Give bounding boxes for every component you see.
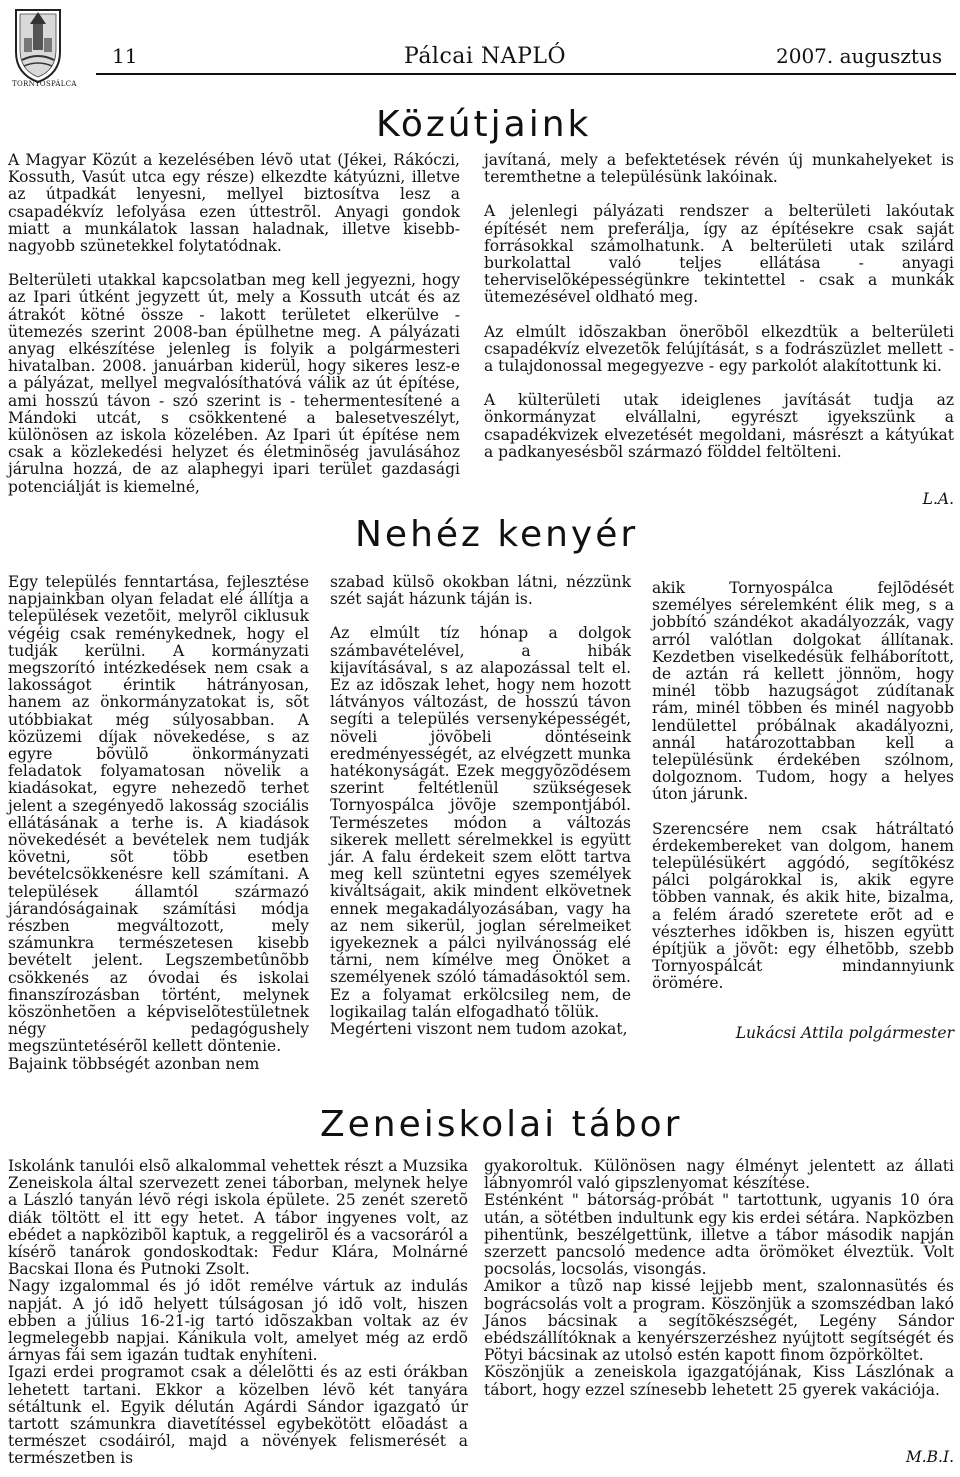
newspaper-title: Pálcai NAPLÓ xyxy=(404,44,567,69)
village-crest-icon xyxy=(6,2,70,90)
paragraph: szabad külsõ okokban látni, nézzünk szét saját házunk táján is. xyxy=(330,573,631,609)
article2-column-3 xyxy=(652,580,954,1010)
crest-label: TORNYOSPÁLCA xyxy=(12,80,77,88)
article1-right-column xyxy=(484,152,954,478)
paragraph: Belterületi utakkal kapcsolatban meg kell jegyezni, hogy az Ipari útként jegyzett út, mely a Kossuth utcát és az átrakót kötné össze - lakott területet elkerülve - ütemezés szerint 2008-ban épülhetne meg. A pályázati anyag elkészítése jelenleg is folyik a polgármesteri hivatalban. 2008. januárban kiderül, hogy sikeres lesz-e a pályázat, mellyel megvalósíthatóvá válik az út építése, ami hosszú távon - szó szerint is - tehermentesítené a Mándoki utcát, s csökkentené a balesetveszélyt, különösen az iskola közelében. Az Ipari út építése nem csak a közlekedési helyzet és életminõség javulásához járulna hozzá, de az alaphegyi ipari terület gazdasági potenciálját is kiemelné, xyxy=(8,271,460,496)
article3-left-column xyxy=(8,1158,468,1468)
article1-signature: L.A. xyxy=(922,490,954,508)
article2-column-2 xyxy=(330,574,631,1038)
article3-right-column xyxy=(484,1158,954,1399)
article2-signature: Lukácsi Attila polgármester xyxy=(735,1024,954,1042)
paragraph: Az elmúlt tíz hónap a dolgok számbavételével, a hibák kijavításával, s az alapozással telt el. Ez az idõszak lehet, hogy nem hozott látványos változást, de hosszú távon segíti a település versenyképességét, növeli jövõbeli döntéseink eredményességét, az elvégzett munka hatékonyságát. Ezek meggyõzõdésem szerint feltétlenül szükségesek Tornyospálca jövõje szempontjából. Természetes módon a változás sikerek mellett sérelmekkel is együtt jár. A falu érdekeit szem elõtt tartva meg kell szüntetni egyes személyek kiváltságait, akik mindent elkövetnek ennek megakadályozásában, vagy ha az nem sikerül, joglan sérelmeiket igyekeznek a pálci nyilvánosság elé tárni, nem kímélve meg Önöket a személyenek szóló támadásoktól sem. Ez a folyamat erkölcsileg nem, de logikailag talán elfogadható tõlük. xyxy=(330,624,631,1021)
article-title-zeneiskolai-tabor: Zeneiskolai tábor xyxy=(320,1104,683,1145)
article-title-nehez-kenyer: Nehéz kenyér xyxy=(355,514,639,555)
paragraph: Igazi erdei programot csak a délelõtti és az esti órákban lehetett tartani. Ekkor a közelben lévõ két tanyára sétáltunk el. Egyik délután Agárdi Sándor igazgató úr tartott számunkra diavetítéssel egybekötött elõadást a természet csodáiról, majd a növények felismerését a természetben is xyxy=(8,1363,468,1468)
issue-date: 2007. augusztus xyxy=(776,44,943,68)
paragraph: Bajaink többségét azonban nem xyxy=(8,1054,260,1073)
paragraph: Az elmúlt idõszakban önerõbõl elkezdtük a belterületi csapadékvíz elvezetõk felújítását, s a fodrászüzlet mellett - a tulajdonossal megegyezve - egy parkolót alakítottunk ki. xyxy=(484,322,954,376)
paragraph: Megérteni viszont nem tudom azokat, xyxy=(330,1020,628,1039)
header-divider xyxy=(96,73,956,75)
paragraph: Nagy izgalommal és jó idõt remélve vártuk az indulás napját. A jó idõ helyett túlságosan jó idõ volt, hiszen ebben a július 16-21-ig tartó idõszakban voltak az év legmelegebb napjai. Kánikula volt, amelyet még az erdõ árnyas fái sem igazán tudtak enyhíteni. xyxy=(8,1277,468,1365)
paragraph: Köszönjük a zeneiskola igazgatójának, Kiss Lászlónak a tábort, hogy ezzel színesebb lehetett 25 gyerek vakációja. xyxy=(484,1363,954,1399)
article1-left-column xyxy=(8,152,460,496)
paragraph: gyakoroltuk. Különösen nagy élményt jelentett az állati lábnyomról való gipszlenyomat készítése. xyxy=(484,1157,954,1193)
article2-column-1 xyxy=(8,574,309,1073)
paragraph: Iskolánk tanulói elsõ alkalommal vehettek részt a Muzsika Zeneiskola által szervezett zenei táborban, melynek helye a László tanyán lévõ régi iskola épülete. 25 zenét szeretõ diák töltött el itt egy hetet. A tábor ingyenes volt, az ebédet a napközibõl kaptuk, a reggelirõl és a vacsoráról a kísérõ tanárok gondoskodtak: Fedur Klára, Molnárné Bacskai Ilona és Putnoki Zsolt. xyxy=(8,1157,468,1279)
paragraph: Egy település fenntartása, fejlesztése napjainkban olyan feladat elé állítja a települések vezetõit, melyrõl ciklusuk végéig csak reménykednek, hogy el tudják kerülni. A kormányzati megszorító intézkedések nem csak a lakosságot érintik hátrányosan, hanem az önkormányzatokat is, sõt utóbbiakat még súlyosabban. A közüzemi díjak növekedése, s az egyre bõvülõ önkormányzati feladatok folyamatosan növelik a kiadásokat, egyre nehezedõ terhet jelent a szegényedõ lakosság szociális ellátásának a terhe is. A kiadások növekedését a bevételek nem tudják követni, sõt több esetben bevételcsökkenésre kell számítani. A települések államtól származó járandóságainak számítási módja részben megváltozott, mely számunkra természetesen kisebb bevételt jelent. Legszembetûnõbb csökkenés az óvodai és iskolai finanszírozásban történt, melynek köszönhetõen a képviselõtestületnek négy pedagógushely megszüntetésérõl kellett döntenie. xyxy=(8,573,309,1056)
paragraph: javítaná, mely a befektetések révén új munkahelyeket is teremthetne a településünk lakóinak. xyxy=(484,151,954,187)
paragraph: akik Tornyospálca fejlõdését személyes sérelemként élik meg, s a jobbító szándékot akadályozzák, vagy arról valótlan dolgokat állítanak. Kezdetben viselkedésük felháborított, de aztán rá kellett jönnöm, hogy minél több hazugságot zúdítanak rám, minél többen és minél nagyobb lendülettel próbálnak akadályozni, annál határozottabban kell a településünk érdekében szólnom, dolgoznom. Tudom, hogy a helyes úton járunk. xyxy=(652,579,954,804)
page-header xyxy=(0,0,960,92)
paragraph: A külterületi utak ideiglenes javítását tudja az önkormányzat elvállalni, egyrészt igyekszünk a csapadékvizek elvezetését megoldani, másrészt a kátyúkat a padkanyesésbõl származó földdel feltölteni. xyxy=(484,391,954,461)
paragraph: Esténként " bátorság-próbát " tartottunk, ugyanis 10 óra után, a sötétben indultunk egy kis erdei sétára. Napközben pihentünk, beszélgettünk, illetve a tábor második napján szerzett pancsoló medence adta örömöket élveztük. Volt pocsolás, locsolás, visongás. xyxy=(484,1191,954,1279)
paragraph: A Magyar Közút a kezelésében lévõ utat (Jékei, Rákóczi, Kossuth, Vasút utca egy része) elkezdte kátyúzni, illetve az útpadkát lenyesni, mellyel biztosítva lesz a csapadékvíz lefolyása ezen úttestrõl. Anyagi gondok miatt a munkálatok lassan haladnak, illetve kisebb-nagyobb szünetekkel folytatódnak. xyxy=(8,151,460,256)
paragraph: A jelenlegi pályázati rendszer a belterületi lakóutak építését nem preferálja, így az építésekre csak saját forrásokkal számolhatunk. A belterületi utak szilárd burkolattal való teljes ellátása - anyagi teherviselõképességünkre tekintettel - csak a munkák ütemezésével oldható meg. xyxy=(484,202,954,307)
article3-signature: M.B.I. xyxy=(905,1448,954,1466)
paragraph: Amikor a tûzõ nap kissé lejjebb ment, szalonnasütés és bográcsolás volt a program. Köszönjük a szomszédban lakó János bácsinak a segítõkészségét, Legény Sándor ebédszállítóknak a kenyérszerzéshez nyújtott segítségét és Pötyi bácsinak az utolsó estén kapott finom õzpörköltet. xyxy=(484,1277,954,1365)
page-number: 11 xyxy=(112,44,138,68)
article-title-kozutjaink: Közútjaink xyxy=(376,104,592,145)
paragraph: Szerencsére nem csak hátráltató érdekembereket van dolgom, hanem településükért aggódó, segítõkész pálci polgárokkal is, akik egyre többen vannak, és akik hite, bizalma, a felém áradó szeretete erõt ad e vészterhes idõkben is, hiszen együtt építjük a jövõt: egy élhetõbb, szebb Tornyospálcát mindannyiunk örömére. xyxy=(652,819,954,993)
